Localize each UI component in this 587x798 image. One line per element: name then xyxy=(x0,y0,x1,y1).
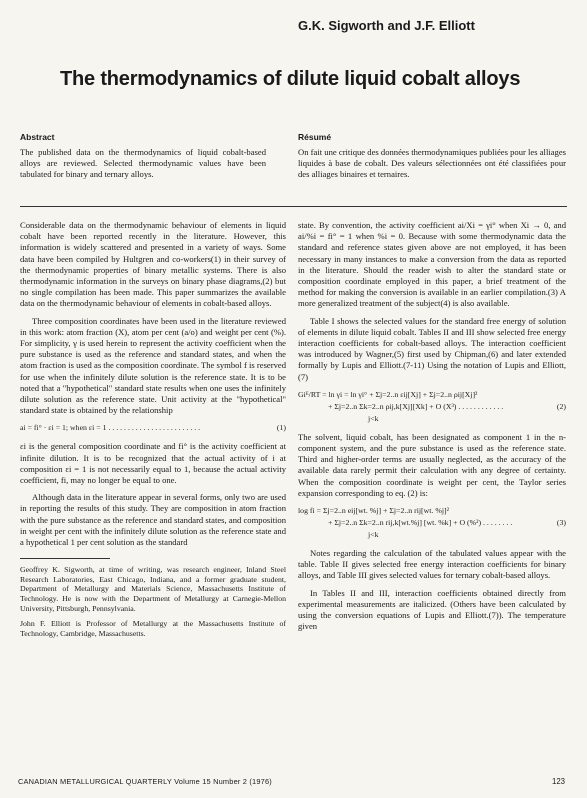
article-title: The thermodynamics of dilute liquid cobalt alloys xyxy=(60,68,521,90)
author-footnote: Geoffrey K. Sigworth, at time of writing, was research engineer, Inland Steel Research Laboratories, East Chicago, Indiana, and a former graduate student, Department of Metallurgy and Materials Science, Massachusetts Institute of Technology. He is now with the Department of Metallurgy at Carnegie-Mellon University, Pittsburgh, Pennsylvania. xyxy=(20,565,286,613)
journal-footer: CANADIAN METALLURGICAL QUARTERLY Volume 15 Number 2 (1976) xyxy=(18,777,272,786)
paragraph: εi is the general composition coordinate and fi° is the activity coefficient at infinite dilution. It is to be recognized that the actual activity of i at composition εi = 1 is not necessarily equal to 1, because the actual activity coefficient, fi, may no longer be equal to one. xyxy=(20,441,286,486)
paragraph: Notes regarding the calculation of the tabulated values appear with the table. Table II gives selected free energy interaction coefficients for binary alloys, and Table III gives selected values for ternary cobalt-based alloys. xyxy=(298,548,566,581)
equation-number: (1) xyxy=(276,423,286,433)
footnote-rule xyxy=(20,558,110,559)
resume-heading: Résumé xyxy=(298,132,332,142)
section-divider xyxy=(20,206,567,207)
equation-line: + Σj=2..n Σk=2..n rij,k[wt.%j] [wt. %k] + O (%²) . . . . . . . . xyxy=(328,518,513,528)
abstract-heading: Abstract xyxy=(20,132,55,142)
equation-line: j<k xyxy=(368,530,379,540)
equation-2 xyxy=(298,389,566,425)
authors: G.K. Sigworth and J.F. Elliott xyxy=(298,18,475,33)
paragraph: Although data in the literature appear in several forms, only two are used in reporting the results of this study. They are composition in atom fraction with the pure substance as the reference and standard states, and composition in weight per cent with the infinitely dilute solution as the reference state and a hypothetical 1 per cent solution as the standard xyxy=(20,492,286,548)
left-column xyxy=(20,220,286,644)
equation-line: j<k xyxy=(368,413,379,423)
equation-1 xyxy=(20,422,286,434)
equation-text: ai = fi° · εi = 1; when εi = 1 . . . . . . . . . . . . . . . . . . . . . . . . xyxy=(20,423,201,433)
equation-3 xyxy=(298,505,566,541)
paragraph: In Tables II and III, interaction coefficients obtained directly from experimental measurements are italicized. (Others have been calculated by using the conversion equations of Lupis and Elliott.(7)). The temperature given xyxy=(298,587,566,632)
paragraph: Considerable data on the thermodynamic behaviour of elements in liquid cobalt have been reported recently in the literature. However, this information is widely scattered and presented in a variety of ways. Some data have been compiled by Hultgren and co-workers(1) in their survey of the thermodynamic properties of binary metallic systems. There is also thermodynamic information in the surveys on binary phase diagrams,(2) but no single compilation has been made. This paper summarizes the available data on the thermodynamic behaviour of elements in cobalt-based alloys. xyxy=(20,220,286,309)
paragraph: state. By convention, the activity coefficient ai/Xi = γi° when Xi → 0, and ai/%i = fi° = 1 when %i = 0. Because with some thermodynamic data the standard and reference states given above are not employed, it has been necessary in many instances to make a conversion from the data as reported in the literature. Should the reader wish to alter the standard state or composition coordinate employed in this paper, a brief treatment of the method for making the conversion is available in an earlier compilation.(3) A more generalized treatment of the subject(4) is also available. xyxy=(298,220,566,309)
page-number: 123 xyxy=(551,777,565,786)
equation-line: log fi = Σj=2..n eij[wt. %j] + Σj=2..n rij[wt. %j]² xyxy=(298,506,449,516)
paragraph: Three composition coordinates have been used in the literature reviewed in this work: atom fraction (X), atom per cent (a/o) and weight per cent (%). For simplicity, γ is used herein to represent the activity coefficient when the pure substance is used as the reference and standard states, and when the atom fraction is used as the composition coordinate. The symbol f is reserved for use when the infinitely dilute solution is the reference state. It is to be noted that a "hypothetical" standard state results when one uses the infinitely dilute solution as the reference state. Unit activity at the "hypothetical" standard state is obtained by the relationship xyxy=(20,315,286,416)
author-footnote: John F. Elliott is Professor of Metallurgy at the Massachusetts Institute of Technology, Cambridge, Massachusetts. xyxy=(20,619,286,638)
abstract-text: The published data on the thermodynamics of liquid cobalt-based alloys are reviewed. Selected thermodynamic values have been tabulated for binary and ternary alloys. xyxy=(20,147,266,179)
resume-text: On fait une critique des données thermodynamiques publiées pour les alliages liquides à base de cobalt. Des valeurs sélectionnées ont été classifiées pour des alliages binaires et ternaires. xyxy=(298,147,566,179)
right-column xyxy=(298,220,566,638)
equation-line: + Σj=2..n Σk=2..n ρij,k[Xj][Xk] + O (X³) . . . . . . . . . . . . xyxy=(328,401,504,411)
equation-number: (3) xyxy=(556,518,566,528)
paragraph: The solvent, liquid cobalt, has been designated as component 1 in the n-component system, and the pure substance is used as the reference state. Third and higher-order terms are usually neglected, as the accuracy of the available data rarely permit their calculation with any degree of certainty. When the composition coordinate is weight per cent, the Taylor series expansion corresponding to eq. (2) is: xyxy=(298,431,566,498)
equation-line: Giᴱ/RT = ln γi = ln γi° + Σj=2..n εij[Xj] + Σj=2..n ρij[Xj]² xyxy=(298,389,478,399)
equation-number: (2) xyxy=(556,401,566,411)
paragraph: Table I shows the selected values for the standard free energy of solution of elements in dilute liquid cobalt. Tables II and III show selected free energy interaction coefficients for cobalt-based alloys. The interaction coefficient was introduced by Wagner,(5) first used by Chipman,(6) and later extended formally by Lupis and Elliott.(7-11) Using the notation of Lupis and Elliott,(7) xyxy=(298,315,566,382)
